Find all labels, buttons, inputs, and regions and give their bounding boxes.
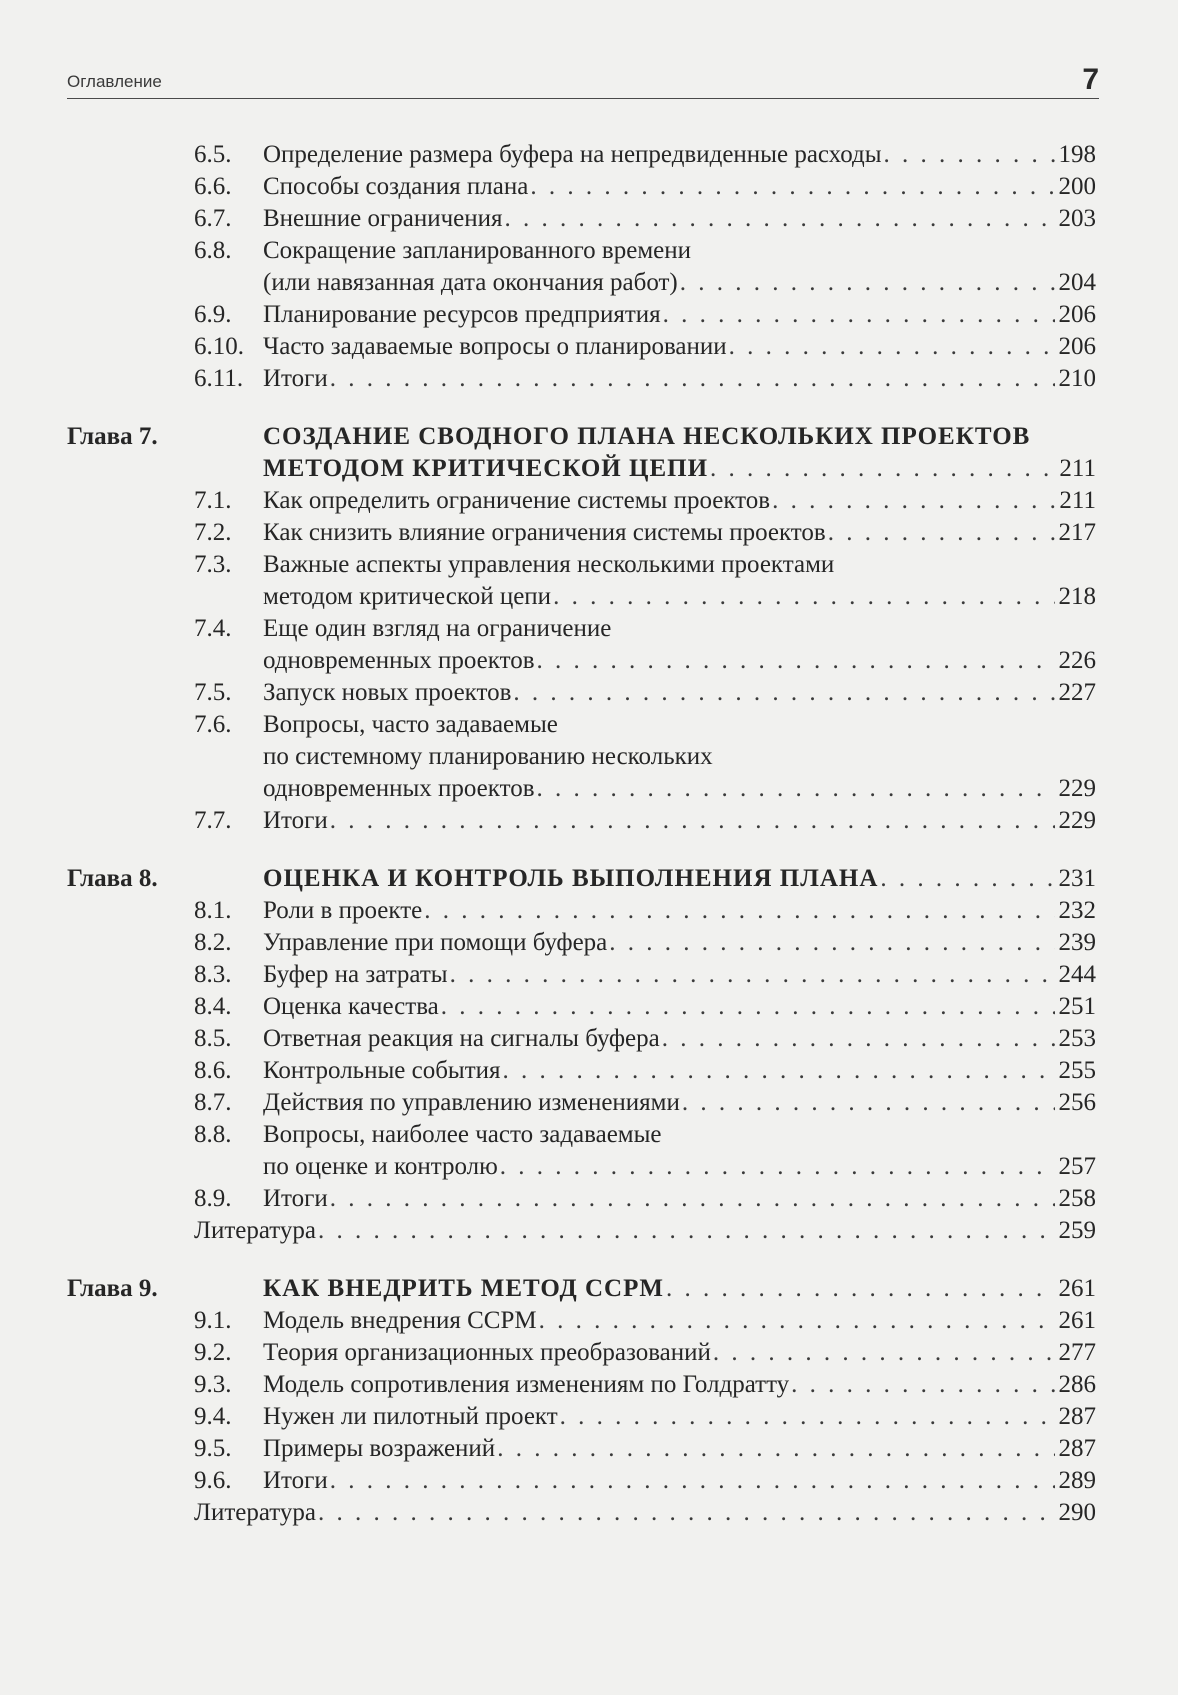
entry-leader-row — [263, 202, 1096, 236]
entry-title: Примеры возражений — [263, 1435, 496, 1462]
section-number: 8.2. — [194, 929, 232, 956]
dot-leader — [828, 516, 1055, 550]
dot-leader — [662, 1022, 1055, 1056]
section-number: 9.3. — [194, 1371, 232, 1398]
entry-page-number: 258 — [1058, 1185, 1096, 1212]
dot-leader — [539, 1304, 1055, 1338]
toc-chapter[interactable] — [0, 420, 1178, 486]
entry-page-number: 251 — [1058, 993, 1096, 1020]
entry-title: одновременных проектов — [263, 775, 535, 802]
toc-section[interactable] — [0, 1022, 1178, 1056]
entry-leader-row — [263, 1150, 1096, 1184]
entry-page-number: 226 — [1058, 647, 1096, 674]
page-number: 7 — [1082, 63, 1099, 96]
entry-title: Способы создания плана — [263, 173, 529, 200]
entry-page-number: 204 — [1058, 269, 1096, 296]
toc-section[interactable] — [0, 1304, 1178, 1338]
entry-title: методом критической цепи — [263, 583, 552, 610]
entry-leader-row — [263, 1464, 1096, 1498]
entry-title: Итоги — [263, 1467, 328, 1494]
header-title: Оглавление — [67, 72, 162, 91]
dot-leader — [505, 202, 1055, 236]
entry-leader-row — [263, 1022, 1096, 1056]
section-number: 8.4. — [194, 993, 232, 1020]
entry-page-number: 253 — [1058, 1025, 1096, 1052]
entry-leader-row — [263, 580, 1096, 614]
entry-page-number: 290 — [1058, 1499, 1096, 1526]
entry-title-line: по системному планированию нескольких — [263, 743, 713, 770]
entry-title: Часто задаваемые вопросы о планировании — [263, 333, 727, 360]
entry-leader-row — [263, 1086, 1096, 1120]
section-number: 8.1. — [194, 897, 232, 924]
entry-leader-row — [263, 1304, 1096, 1338]
entry-title: Итоги — [263, 807, 328, 834]
section-number: 8.8. — [194, 1121, 232, 1148]
toc-section[interactable] — [0, 1400, 1178, 1434]
entry-page-number: 229 — [1058, 775, 1096, 802]
entry-title: (или навязанная дата окончания работ) — [263, 269, 678, 296]
toc-section[interactable] — [0, 516, 1178, 550]
entry-page-number: 217 — [1058, 519, 1096, 546]
entry-title: Как определить ограничение системы проектов — [263, 487, 771, 514]
section-number: 9.4. — [194, 1403, 232, 1430]
toc-section[interactable] — [0, 484, 1178, 518]
dot-leader — [330, 362, 1055, 396]
section-number: 7.1. — [194, 487, 232, 514]
toc-section[interactable] — [0, 170, 1178, 204]
entry-title-line: СОЗДАНИЕ СВОДНОГО ПЛАНА НЕСКОЛЬКИХ ПРОЕКТОВ — [263, 423, 1031, 450]
entry-page-number: 244 — [1058, 961, 1096, 988]
entry-title: ОЦЕНКА И КОНТРОЛЬ ВЫПОЛНЕНИЯ ПЛАНА — [263, 865, 879, 892]
section-number: 8.6. — [194, 1057, 232, 1084]
section-number: 7.4. — [194, 615, 232, 642]
entry-page-number: 277 — [1058, 1339, 1096, 1366]
entry-leader-row — [263, 644, 1096, 678]
entry-title: Нужен ли пилотный проект — [263, 1403, 558, 1430]
dot-leader — [791, 1368, 1054, 1402]
section-number: 6.7. — [194, 205, 232, 232]
section-number: 6.10. — [194, 333, 244, 360]
entry-leader-row — [263, 958, 1096, 992]
toc-section[interactable] — [0, 1464, 1178, 1498]
toc-section[interactable] — [0, 708, 1178, 806]
toc-section[interactable] — [0, 138, 1178, 172]
entry-page-number: 203 — [1058, 205, 1096, 232]
chapter-label: Глава 7. — [67, 423, 158, 450]
entry-leader-row — [263, 1400, 1096, 1434]
entry-title: Модель сопротивления изменениям по Голдратту — [263, 1371, 790, 1398]
entry-page-number: 255 — [1058, 1057, 1096, 1084]
toc-section[interactable] — [0, 1368, 1178, 1402]
toc-literature[interactable] — [0, 1214, 1178, 1248]
entry-leader-row — [263, 772, 1096, 806]
entry-page-number: 227 — [1058, 679, 1096, 706]
entry-leader-row — [263, 362, 1096, 396]
entry-page-number: 287 — [1058, 1403, 1096, 1430]
entry-leader-row — [263, 1054, 1096, 1088]
toc-section[interactable] — [0, 1182, 1178, 1216]
dot-leader — [450, 958, 1055, 992]
entry-page-number: 206 — [1058, 301, 1096, 328]
entry-leader-row — [263, 804, 1096, 838]
entry-page-number: 239 — [1058, 929, 1096, 956]
entry-page-number: 259 — [1058, 1217, 1096, 1244]
section-number: 8.7. — [194, 1089, 232, 1116]
toc-section[interactable] — [0, 548, 1178, 614]
entry-page-number: 256 — [1058, 1089, 1096, 1116]
toc-section[interactable] — [0, 894, 1178, 928]
dot-leader — [318, 1214, 1055, 1248]
toc-section[interactable] — [0, 1086, 1178, 1120]
entry-leader-row — [263, 298, 1096, 332]
dot-leader — [560, 1400, 1055, 1434]
toc-section[interactable] — [0, 362, 1178, 396]
entry-title: по оценке и контролю — [263, 1153, 498, 1180]
entry-title: Итоги — [263, 365, 328, 392]
entry-page-number: 198 — [1058, 141, 1096, 168]
toc-section[interactable] — [0, 612, 1178, 678]
toc-section[interactable] — [0, 958, 1178, 992]
toc-section[interactable] — [0, 804, 1178, 838]
entry-leader-row — [263, 452, 1096, 486]
entry-title: Литература — [194, 1499, 316, 1526]
entry-leader-row — [263, 926, 1096, 960]
dot-leader — [500, 1150, 1055, 1184]
chapter-label: Глава 9. — [67, 1275, 158, 1302]
entry-title: Модель внедрения CCPM — [263, 1307, 537, 1334]
entry-title: Теория организационных преобразований — [263, 1339, 711, 1366]
dot-leader — [530, 170, 1054, 204]
dot-leader — [553, 580, 1054, 614]
toc-section[interactable] — [0, 926, 1178, 960]
entry-leader-row — [263, 1272, 1096, 1306]
entry-title: Действия по управлению изменениями — [263, 1089, 680, 1116]
entry-page-number: 232 — [1058, 897, 1096, 924]
dot-leader — [666, 1272, 1055, 1306]
entry-title: Управление при помощи буфера — [263, 929, 608, 956]
dot-leader — [330, 1182, 1055, 1216]
entry-title: Запуск новых проектов — [263, 679, 512, 706]
section-number: 9.5. — [194, 1435, 232, 1462]
dot-leader — [713, 1336, 1055, 1370]
toc-section[interactable] — [0, 298, 1178, 332]
dot-leader — [330, 1464, 1055, 1498]
entry-page-number: 287 — [1058, 1435, 1096, 1462]
dot-leader — [441, 990, 1055, 1024]
entry-title: Итоги — [263, 1185, 328, 1212]
section-number: 9.2. — [194, 1339, 232, 1366]
entry-title: Внешние ограничения — [263, 205, 503, 232]
dot-leader — [537, 644, 1055, 678]
dot-leader — [503, 1054, 1055, 1088]
running-header — [67, 62, 1099, 99]
entry-title-line: Сокращение запланированного времени — [263, 237, 692, 264]
entry-leader-row — [263, 990, 1096, 1024]
entry-page-number: 229 — [1058, 807, 1096, 834]
entry-page-number: 286 — [1058, 1371, 1096, 1398]
dot-leader — [424, 894, 1054, 928]
dot-leader — [682, 1086, 1055, 1120]
section-number: 7.7. — [194, 807, 232, 834]
dot-leader — [772, 484, 1055, 518]
entry-title: Определение размера буфера на непредвиденные расходы — [263, 141, 882, 168]
entry-leader-row — [263, 1432, 1096, 1466]
toc-section[interactable] — [0, 234, 1178, 300]
entry-leader-row — [194, 1214, 1096, 1248]
entry-page-number: 206 — [1058, 333, 1096, 360]
dot-leader — [330, 804, 1055, 838]
entry-leader-row — [263, 170, 1096, 204]
toc-section[interactable] — [0, 990, 1178, 1024]
entry-title: Контрольные события — [263, 1057, 501, 1084]
entry-title: Как снизить влияние ограничения системы проектов — [263, 519, 826, 546]
section-number: 9.1. — [194, 1307, 232, 1334]
entry-title: Роли в проекте — [263, 897, 423, 924]
section-number: 8.5. — [194, 1025, 232, 1052]
entry-page-number: 210 — [1058, 365, 1096, 392]
toc-section[interactable] — [0, 676, 1178, 710]
toc-section[interactable] — [0, 1118, 1178, 1184]
entry-title: одновременных проектов — [263, 647, 535, 674]
dot-leader — [729, 330, 1055, 364]
entry-page-number: 261 — [1058, 1307, 1096, 1334]
entry-title: Буфер на затраты — [263, 961, 448, 988]
dot-leader — [880, 862, 1054, 896]
entry-title: Литература — [194, 1217, 316, 1244]
section-number: 7.6. — [194, 711, 232, 738]
section-number: 6.11. — [194, 365, 244, 392]
entry-page-number: 211 — [1059, 455, 1096, 482]
entry-page-number: 231 — [1058, 865, 1096, 892]
entry-leader-row — [263, 894, 1096, 928]
entry-title: КАК ВНЕДРИТЬ МЕТОД CCPM — [263, 1275, 664, 1302]
entry-page-number: 218 — [1058, 583, 1096, 610]
entry-leader-row — [263, 516, 1096, 550]
toc-section[interactable] — [0, 1336, 1178, 1370]
toc-chapter[interactable] — [0, 1272, 1178, 1306]
section-number: 6.8. — [194, 237, 232, 264]
entry-leader-row — [263, 862, 1096, 896]
dot-leader — [663, 298, 1055, 332]
dot-leader — [497, 1432, 1054, 1466]
entry-leader-row — [263, 138, 1096, 172]
dot-leader — [609, 926, 1054, 960]
entry-leader-row — [263, 484, 1096, 518]
entry-leader-row — [263, 1336, 1096, 1370]
entry-title-line: Вопросы, наиболее часто задаваемые — [263, 1121, 662, 1148]
dot-leader — [884, 138, 1055, 172]
chapter-label: Глава 8. — [67, 865, 158, 892]
toc-literature[interactable] — [0, 1496, 1178, 1530]
section-number: 9.6. — [194, 1467, 232, 1494]
entry-title: МЕТОДОМ КРИТИЧЕСКОЙ ЦЕПИ — [263, 455, 709, 482]
entry-leader-row — [263, 1182, 1096, 1216]
entry-title-line: Важные аспекты управления несколькими проектами — [263, 551, 835, 578]
dot-leader — [318, 1496, 1055, 1530]
toc-chapter[interactable] — [0, 862, 1178, 896]
section-number: 7.2. — [194, 519, 232, 546]
toc-section[interactable] — [0, 1432, 1178, 1466]
entry-title: Планирование ресурсов предприятия — [263, 301, 661, 328]
dot-leader — [710, 452, 1055, 486]
section-number: 7.5. — [194, 679, 232, 706]
dot-leader — [680, 266, 1055, 300]
section-number: 8.9. — [194, 1185, 232, 1212]
entry-page-number: 257 — [1058, 1153, 1096, 1180]
dot-leader — [513, 676, 1054, 710]
entry-leader-row — [194, 1496, 1096, 1530]
entry-page-number: 200 — [1058, 173, 1096, 200]
entry-leader-row — [263, 1368, 1096, 1402]
toc-section[interactable] — [0, 202, 1178, 236]
entry-leader-row — [263, 330, 1096, 364]
toc-section[interactable] — [0, 330, 1178, 364]
toc-section[interactable] — [0, 1054, 1178, 1088]
entry-title: Ответная реакция на сигналы буфера — [263, 1025, 660, 1052]
entry-title-line: Вопросы, часто задаваемые — [263, 711, 558, 738]
entry-leader-row — [263, 266, 1096, 300]
entry-page-number: 261 — [1058, 1275, 1096, 1302]
section-number: 6.6. — [194, 173, 232, 200]
entry-title: Оценка качества — [263, 993, 439, 1020]
section-number: 6.5. — [194, 141, 232, 168]
dot-leader — [537, 772, 1055, 806]
entry-leader-row — [263, 676, 1096, 710]
section-number: 6.9. — [194, 301, 232, 328]
entry-page-number: 289 — [1058, 1467, 1096, 1494]
section-number: 7.3. — [194, 551, 232, 578]
section-number: 8.3. — [194, 961, 232, 988]
entry-title-line: Еще один взгляд на ограничение — [263, 615, 612, 642]
entry-page-number: 211 — [1059, 487, 1096, 514]
